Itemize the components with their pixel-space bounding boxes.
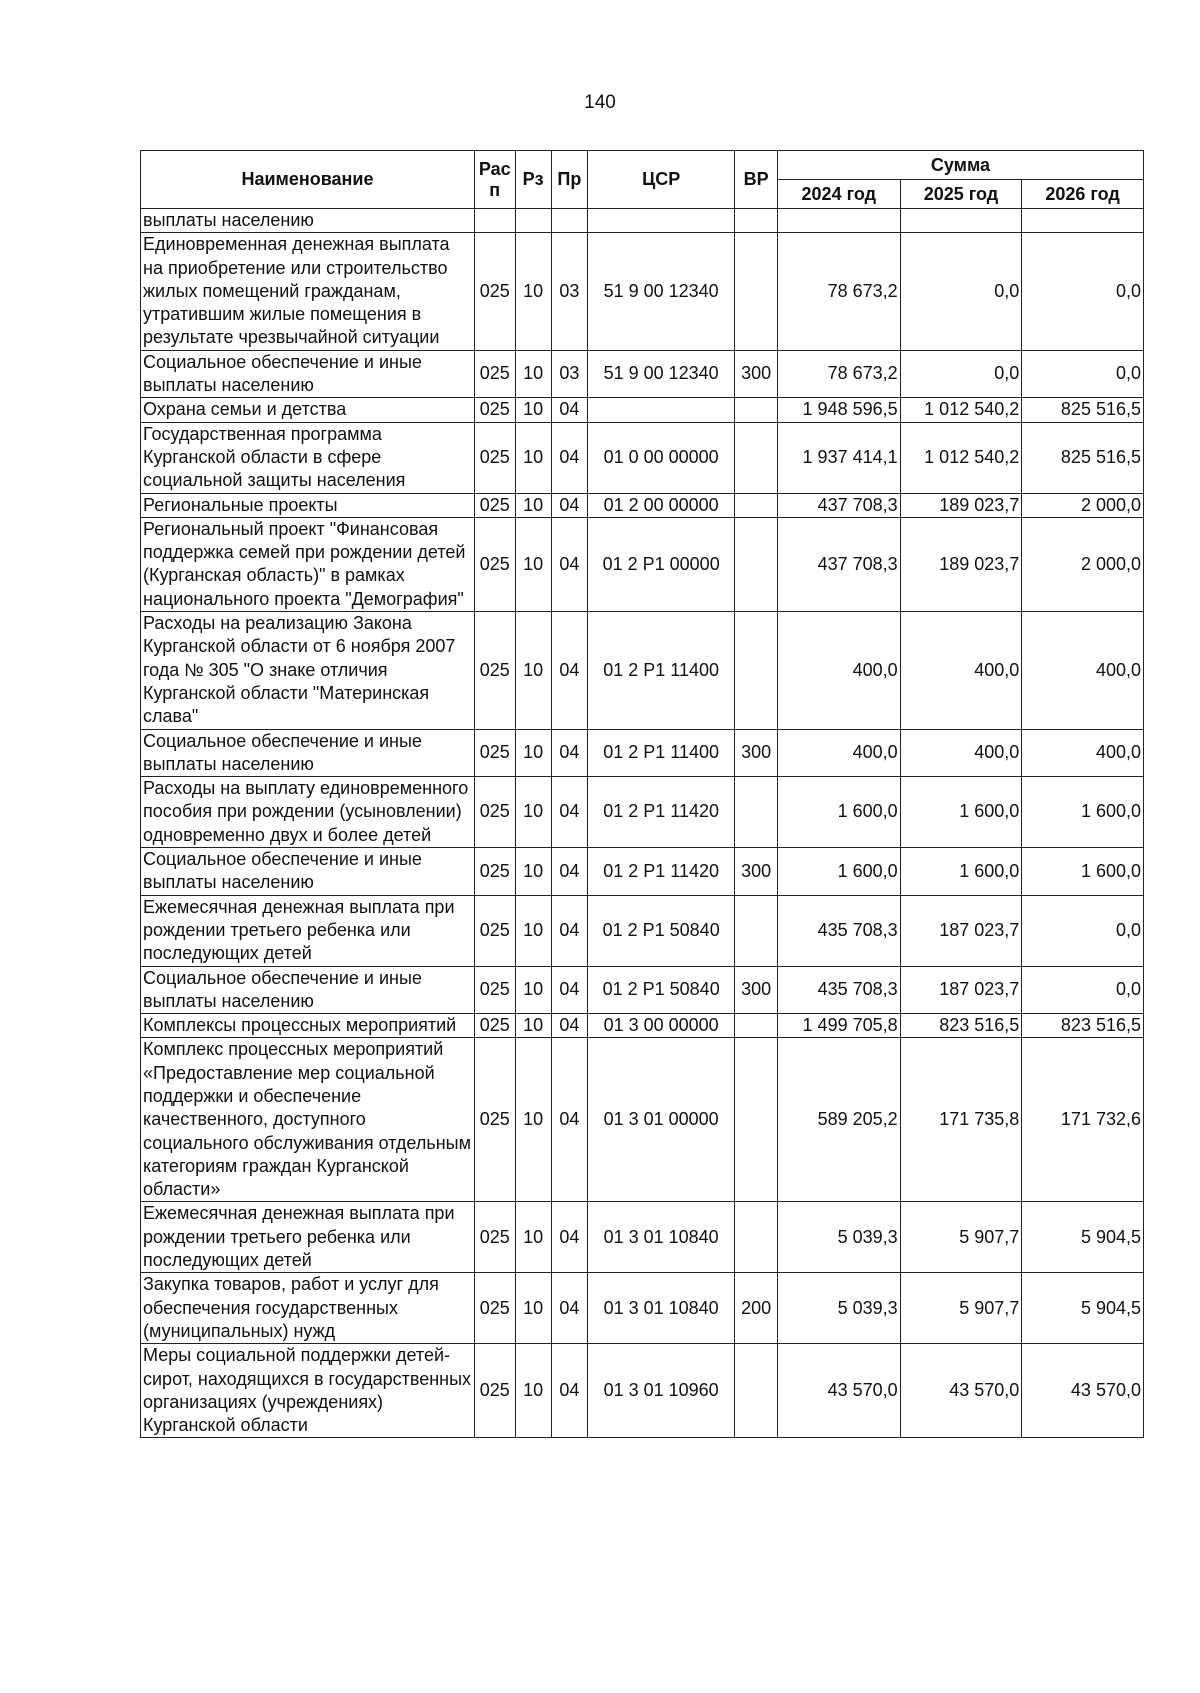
cell-vr [735, 233, 778, 350]
cell-name: Комплекс процессных мероприятий «Предоставление мер социальной поддержки и обеспечение качественного, доступного социального обслуживания отдельным категориям граждан Курганской области» [141, 1038, 475, 1202]
table-row [141, 1273, 1144, 1344]
cell-pr [551, 209, 587, 233]
header-csr: ЦСР [588, 151, 735, 209]
page-number: 140 [584, 92, 616, 113]
table-row [141, 517, 1144, 611]
cell-rz: 10 [515, 895, 551, 966]
table-row [141, 398, 1144, 422]
cell-rasp: 025 [474, 517, 515, 611]
cell-rz: 10 [515, 493, 551, 517]
cell-pr: 04 [551, 848, 587, 896]
cell-pr: 04 [551, 1202, 587, 1273]
cell-2024: 437 708,3 [777, 493, 900, 517]
cell-2026: 2 000,0 [1022, 493, 1144, 517]
cell-csr: 01 3 01 10960 [588, 1344, 735, 1438]
cell-csr [588, 209, 735, 233]
cell-name: Социальное обеспечение и иные выплаты населению [141, 848, 475, 896]
cell-name: Региональный проект "Финансовая поддержка семей при рождении детей (Курганская область)" в рамках национального проекта "Демография" [141, 517, 475, 611]
cell-vr [735, 1038, 778, 1202]
cell-name: Единовременная денежная выплата на приобретение или строительство жилых помещений гражданам, утратившим жилые помещения в результате чрезвычайной ситуации [141, 233, 475, 350]
cell-pr: 04 [551, 777, 587, 848]
cell-rasp: 025 [474, 233, 515, 350]
cell-2024: 589 205,2 [777, 1038, 900, 1202]
cell-2026: 0,0 [1022, 233, 1144, 350]
cell-rz: 10 [515, 729, 551, 777]
cell-2024: 400,0 [777, 729, 900, 777]
cell-pr: 04 [551, 398, 587, 422]
table-row [141, 1202, 1144, 1273]
cell-csr: 51 9 00 12340 [588, 350, 735, 398]
cell-2026: 1 600,0 [1022, 848, 1144, 896]
table-row [141, 729, 1144, 777]
cell-rz: 10 [515, 517, 551, 611]
table-row [141, 966, 1144, 1014]
table-row [141, 233, 1144, 350]
cell-2024: 1 499 705,8 [777, 1014, 900, 1038]
cell-vr [735, 1014, 778, 1038]
header-2026: 2026 год [1022, 180, 1144, 209]
cell-2026 [1022, 209, 1144, 233]
cell-rasp: 025 [474, 729, 515, 777]
budget-table [140, 150, 1144, 1438]
cell-2024: 400,0 [777, 612, 900, 729]
cell-2024: 435 708,3 [777, 895, 900, 966]
table-row [141, 777, 1144, 848]
cell-rasp [474, 209, 515, 233]
cell-pr: 03 [551, 233, 587, 350]
cell-vr: 300 [735, 848, 778, 896]
header-rz: Рз [515, 151, 551, 209]
cell-vr [735, 493, 778, 517]
cell-name: Государственная программа Курганской области в сфере социальной защиты населения [141, 422, 475, 493]
header-rasp: Рас п [474, 151, 515, 209]
table-row [141, 612, 1144, 729]
cell-rz: 10 [515, 233, 551, 350]
cell-name: Охрана семьи и детства [141, 398, 475, 422]
table-row [141, 848, 1144, 896]
table-row [141, 422, 1144, 493]
header-sum: Сумма [777, 151, 1143, 180]
cell-pr: 04 [551, 1014, 587, 1038]
cell-rasp: 025 [474, 422, 515, 493]
cell-2025: 189 023,7 [900, 517, 1022, 611]
cell-rasp: 025 [474, 398, 515, 422]
cell-2026: 0,0 [1022, 350, 1144, 398]
cell-vr: 300 [735, 966, 778, 1014]
cell-rz: 10 [515, 848, 551, 896]
cell-2026: 0,0 [1022, 895, 1144, 966]
cell-2024: 437 708,3 [777, 517, 900, 611]
cell-csr: 01 2 P1 11400 [588, 612, 735, 729]
cell-rz [515, 209, 551, 233]
cell-csr: 01 0 00 00000 [588, 422, 735, 493]
cell-2026: 2 000,0 [1022, 517, 1144, 611]
header-vr: ВР [735, 151, 778, 209]
cell-name: Социальное обеспечение и иные выплаты населению [141, 966, 475, 1014]
cell-csr: 01 3 01 10840 [588, 1202, 735, 1273]
cell-name: Меры социальной поддержки детей-сирот, находящихся в государственных организациях (учреждениях) Курганской области [141, 1344, 475, 1438]
header-pr: Пр [551, 151, 587, 209]
cell-rasp: 025 [474, 612, 515, 729]
cell-csr: 51 9 00 12340 [588, 233, 735, 350]
cell-2025: 1 012 540,2 [900, 398, 1022, 422]
cell-name: Расходы на реализацию Закона Курганской области от 6 ноября 2007 года № 305 "О знаке отличия Курганской области "Материнская слава" [141, 612, 475, 729]
cell-name: Ежемесячная денежная выплата при рождении третьего ребенка или последующих детей [141, 895, 475, 966]
cell-pr: 04 [551, 422, 587, 493]
cell-csr: 01 3 01 00000 [588, 1038, 735, 1202]
cell-csr: 01 2 P1 11420 [588, 777, 735, 848]
cell-2024: 1 600,0 [777, 777, 900, 848]
cell-2026: 5 904,5 [1022, 1202, 1144, 1273]
cell-2025: 0,0 [900, 233, 1022, 350]
cell-2026: 0,0 [1022, 966, 1144, 1014]
cell-rasp: 025 [474, 895, 515, 966]
cell-2025: 0,0 [900, 350, 1022, 398]
cell-2025: 400,0 [900, 612, 1022, 729]
cell-csr: 01 2 P1 00000 [588, 517, 735, 611]
cell-2026: 823 516,5 [1022, 1014, 1144, 1038]
cell-vr [735, 1202, 778, 1273]
cell-2025: 187 023,7 [900, 966, 1022, 1014]
cell-2025: 823 516,5 [900, 1014, 1022, 1038]
cell-pr: 04 [551, 517, 587, 611]
table-row [141, 350, 1144, 398]
cell-name: Социальное обеспечение и иные выплаты населению [141, 350, 475, 398]
cell-pr: 04 [551, 612, 587, 729]
cell-2024: 1 600,0 [777, 848, 900, 896]
cell-csr: 01 2 P1 11400 [588, 729, 735, 777]
cell-2024 [777, 209, 900, 233]
cell-rz: 10 [515, 1344, 551, 1438]
cell-vr [735, 777, 778, 848]
cell-2025: 43 570,0 [900, 1344, 1022, 1438]
header-2024: 2024 год [777, 180, 900, 209]
cell-2025 [900, 209, 1022, 233]
cell-2026: 5 904,5 [1022, 1273, 1144, 1344]
cell-csr: 01 2 00 00000 [588, 493, 735, 517]
cell-2025: 400,0 [900, 729, 1022, 777]
cell-vr [735, 612, 778, 729]
cell-csr [588, 398, 735, 422]
table-row [141, 895, 1144, 966]
table-row [141, 1038, 1144, 1202]
cell-name: Ежемесячная денежная выплата при рождении третьего ребенка или последующих детей [141, 1202, 475, 1273]
cell-csr: 01 3 01 10840 [588, 1273, 735, 1344]
cell-2025: 171 735,8 [900, 1038, 1022, 1202]
cell-name: Социальное обеспечение и иные выплаты населению [141, 729, 475, 777]
cell-rasp: 025 [474, 966, 515, 1014]
cell-2025: 5 907,7 [900, 1202, 1022, 1273]
cell-rz: 10 [515, 1038, 551, 1202]
cell-vr [735, 422, 778, 493]
cell-2024: 78 673,2 [777, 233, 900, 350]
cell-rasp: 025 [474, 1273, 515, 1344]
cell-pr: 04 [551, 1344, 587, 1438]
cell-2024: 5 039,3 [777, 1273, 900, 1344]
cell-vr [735, 1344, 778, 1438]
cell-rasp: 025 [474, 1014, 515, 1038]
cell-2024: 435 708,3 [777, 966, 900, 1014]
cell-2025: 5 907,7 [900, 1273, 1022, 1344]
cell-pr: 04 [551, 1273, 587, 1344]
cell-2026: 43 570,0 [1022, 1344, 1144, 1438]
cell-rasp: 025 [474, 1038, 515, 1202]
cell-name: Региональные проекты [141, 493, 475, 517]
cell-rz: 10 [515, 966, 551, 1014]
cell-2025: 1 600,0 [900, 777, 1022, 848]
table-row [141, 209, 1144, 233]
cell-rasp: 025 [474, 848, 515, 896]
cell-rasp: 025 [474, 493, 515, 517]
cell-pr: 04 [551, 1038, 587, 1202]
cell-csr: 01 3 00 00000 [588, 1014, 735, 1038]
cell-vr: 300 [735, 350, 778, 398]
cell-2026: 1 600,0 [1022, 777, 1144, 848]
cell-pr: 04 [551, 729, 587, 777]
cell-name: выплаты населению [141, 209, 475, 233]
table-row [141, 1014, 1144, 1038]
cell-pr: 04 [551, 895, 587, 966]
cell-rz: 10 [515, 777, 551, 848]
cell-csr: 01 2 P1 50840 [588, 966, 735, 1014]
cell-name: Расходы на выплату единовременного пособия при рождении (усыновлении) одновременно двух и более детей [141, 777, 475, 848]
cell-2024: 78 673,2 [777, 350, 900, 398]
cell-vr [735, 517, 778, 611]
cell-vr: 300 [735, 729, 778, 777]
cell-rasp: 025 [474, 777, 515, 848]
cell-vr [735, 398, 778, 422]
cell-vr: 200 [735, 1273, 778, 1344]
cell-2025: 1 012 540,2 [900, 422, 1022, 493]
table-row [141, 1344, 1144, 1438]
cell-2026: 171 732,6 [1022, 1038, 1144, 1202]
cell-pr: 04 [551, 493, 587, 517]
cell-2026: 400,0 [1022, 729, 1144, 777]
cell-2025: 189 023,7 [900, 493, 1022, 517]
table-body [141, 209, 1144, 1438]
cell-rz: 10 [515, 1202, 551, 1273]
cell-rz: 10 [515, 422, 551, 493]
cell-rz: 10 [515, 350, 551, 398]
cell-2024: 43 570,0 [777, 1344, 900, 1438]
cell-2024: 5 039,3 [777, 1202, 900, 1273]
cell-2026: 825 516,5 [1022, 422, 1144, 493]
cell-rz: 10 [515, 1273, 551, 1344]
cell-vr [735, 209, 778, 233]
header-2025: 2025 год [900, 180, 1022, 209]
cell-pr: 04 [551, 966, 587, 1014]
cell-rz: 10 [515, 612, 551, 729]
cell-rz: 10 [515, 1014, 551, 1038]
cell-csr: 01 2 P1 50840 [588, 895, 735, 966]
cell-rz: 10 [515, 398, 551, 422]
cell-2026: 825 516,5 [1022, 398, 1144, 422]
cell-2024: 1 937 414,1 [777, 422, 900, 493]
cell-pr: 03 [551, 350, 587, 398]
cell-rasp: 025 [474, 350, 515, 398]
header-name: Наименование [141, 151, 475, 209]
cell-2024: 1 948 596,5 [777, 398, 900, 422]
table-header [141, 151, 1144, 209]
cell-csr: 01 2 P1 11420 [588, 848, 735, 896]
cell-name: Комплексы процессных мероприятий [141, 1014, 475, 1038]
cell-2025: 1 600,0 [900, 848, 1022, 896]
cell-rasp: 025 [474, 1344, 515, 1438]
cell-2025: 187 023,7 [900, 895, 1022, 966]
cell-vr [735, 895, 778, 966]
cell-name: Закупка товаров, работ и услуг для обеспечения государственных (муниципальных) нужд [141, 1273, 475, 1344]
table-row [141, 493, 1144, 517]
cell-2026: 400,0 [1022, 612, 1144, 729]
cell-rasp: 025 [474, 1202, 515, 1273]
